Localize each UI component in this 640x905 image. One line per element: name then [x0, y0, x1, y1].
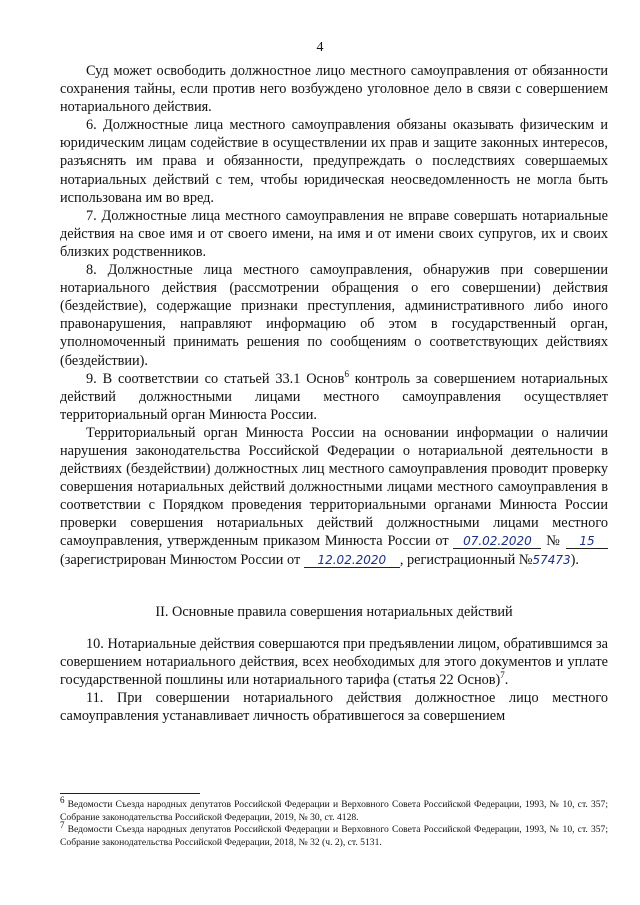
registration-text: (зарегистрирован Минюстом России: [60, 551, 284, 568]
order-date-field: [453, 534, 541, 549]
registration-number-handwritten: 57473: [532, 552, 571, 567]
registration-close: ).: [570, 551, 580, 568]
paragraph-territorial-organ: [60, 424, 608, 569]
footnote-7-mark: 7: [60, 820, 65, 830]
footnote-divider: [60, 793, 200, 794]
paragraph-10: [60, 635, 608, 689]
paragraph-court-release: Суд может освободить должностное лицо местного самоуправления от обязанности сохранения тайны, если против него возбуждено уголовное дело в связи с совершением нотариального действия.: [60, 63, 608, 116]
footnote-ref-7: 7: [500, 670, 505, 681]
paragraph-7: 7. Должностные лица местного самоуправления не вправе совершать нотариальные действия на свое имя и от своего имени, на имя и от имени своих супругов, их и своих близких родственников.: [60, 207, 608, 260]
page-number: 4: [316, 40, 324, 55]
paragraph-9: [60, 370, 608, 424]
footnote-6-text: Ведомости Съезда народных депутатов Российской Федерации и Верховного Совета Российской Федерации, 1993, № 10, ст. 357; Собрание законодательства Российской Федерации, 2019, № 30, ст. 4128.: [60, 799, 608, 823]
registration-date-handwritten: 12.02.2020: [317, 552, 387, 567]
paragraph-11: 11. При совершении нотариального действия должностное лицо местного самоуправления устанавливает личность обратившегося за совершением: [60, 690, 608, 725]
paragraph-6: 6. Должностные лица местного самоуправления обязаны оказывать физическим и юридическим лицам содействие в осуществлении их прав и защите законных интересов, разъяснять им права и обязанности, предупреждать о последствиях совершаемых нотариальных действий с тем, чтобы юридическая неосведомленность не могла быть использована им во вред.: [60, 117, 608, 206]
paragraph-9-text-b: контроль за совершением нотариальных действий должностными лицами местного самоуправления осуществляет территориальный орган Минюста России.: [60, 370, 608, 423]
registration-from-label: от: [287, 551, 301, 568]
order-date-handwritten: 07.02.2020: [463, 534, 532, 549]
footnote-6-mark: 6: [60, 794, 65, 805]
paragraph-8: 8. Должностные лица местного самоуправления, обнаружив при совершении нотариального действия (рассмотрении обращения о его совершении) действия (бездействие), содержащие признаки преступления, административного либо иного правонарушения, направляют информацию об этом в государственный орган, уполномоченный принимать решения по сообщениям о соответствующих действиях (бездействии).: [60, 262, 608, 369]
paragraph-9-text-a: 9. В соответствии со статьей 33.1 Основ: [86, 370, 345, 387]
paragraph-10-text-b: .: [504, 671, 509, 688]
section-heading: II. Основные правила совершения нотариальных действий: [155, 603, 513, 620]
footnote-7-text: Ведомости Съезда народных депутатов Российской Федерации и Верховного Совета Российской Федерации, 1993, № 10, ст. 357; Собрание законодательства Российской Федерации, 2018, № 32 (ч. 2), ст. 5131.: [60, 824, 608, 848]
document-body: [60, 62, 608, 725]
footnotes: [60, 794, 608, 849]
registration-date-field: [304, 553, 400, 568]
footnote-6: [60, 794, 608, 824]
order-number-label: №: [546, 533, 562, 550]
footnote-7: [60, 820, 608, 849]
registration-number-label: , регистрационный №: [399, 551, 533, 568]
footnote-ref-6: 6: [344, 368, 349, 379]
order-number-field: [566, 534, 608, 549]
paragraph-10-text-a: 10. Нотариальные действия совершаются при предъявлении лицом, обратившимся за совершением нотариального действия, всех необходимых для этого документов и уплате государственной пошлины или нотариального тарифа (статья 22 Основ): [60, 635, 608, 688]
order-number-handwritten: 15: [579, 534, 595, 549]
paragraph-territorial-text: Территориальный орган Минюста России на основании информации о наличии нарушения законодательства Российской Федерации о нотариальной деятельности в действиях (бездействии) должностных лиц местного самоуправления проводит проверку совершения нотариальных действий должностными лицами местного самоуправления в соответствии с Порядком проведения территориальными органами Минюста России проверки совершения нотариальных действий должностными лицами местного самоуправления, утвержденным приказом Минюста России от: [60, 424, 608, 550]
